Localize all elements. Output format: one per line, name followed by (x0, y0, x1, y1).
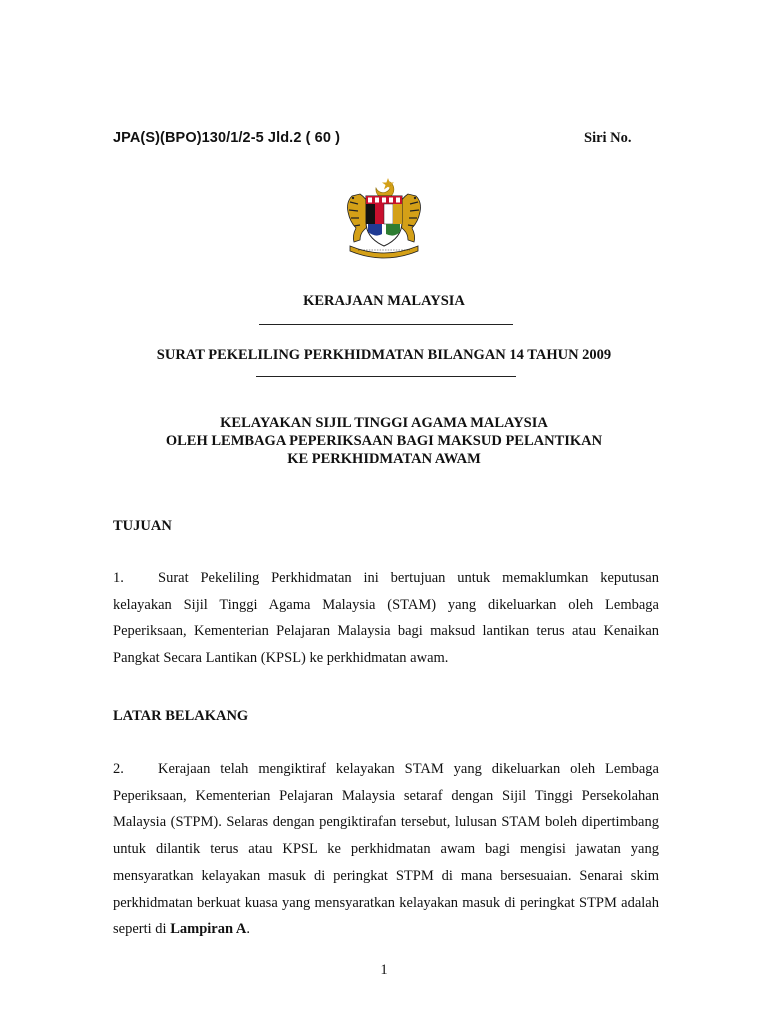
title-underline (259, 324, 513, 325)
paragraph-text: Surat Pekeliling Perkhidmatan ini bertujuan untuk memaklumkan keputusan kelayakan Sijil Tinggi Agama Malaysia (STAM) yang dikeluarkan oleh Lembaga Peperiksaan, Kementerian Pelajaran Malaysia bagi maksud lantikan terus atau Kenaikan Pangkat Secara Lantikan (KPSL) ke perkhidmatan awam. (113, 570, 659, 667)
paragraph-number: 1. (113, 570, 124, 586)
reference-number: JPA(S)(BPO)130/1/2-5 Jld.2 ( 60 ) (113, 130, 341, 146)
circular-title: SURAT PEKELILING PERKHIDMATAN BILANGAN 14 TAHUN 2009 (156, 347, 612, 363)
page-number: 1 (380, 962, 388, 978)
subject-line-3: KE PERKHIDMATAN AWAM (287, 451, 481, 467)
section-heading-tujuan: TUJUAN (113, 518, 172, 534)
paragraph-text-end: . (246, 921, 250, 938)
circular-underline (256, 376, 516, 377)
paragraph-2 (113, 756, 659, 943)
serial-number-label: Siri No. (584, 130, 632, 146)
section-heading-latar-belakang: LATAR BELAKANG (113, 708, 249, 724)
subject-line-2: OLEH LEMBAGA PEPERIKSAAN BAGI MAKSUD PELANTIKAN (165, 433, 603, 449)
malaysia-coat-of-arms-icon (338, 174, 430, 264)
attachment-reference: Lampiran A (170, 921, 247, 938)
subject-line-1: KELAYAKAN SIJIL TINGGI AGAMA MALAYSIA (220, 415, 548, 431)
paragraph-1 (113, 565, 659, 672)
paragraph-number: 2. (113, 761, 124, 777)
government-title: KERAJAAN MALAYSIA (303, 293, 465, 309)
paragraph-text: Kerajaan telah mengiktiraf kelayakan STAM yang dikeluarkan oleh Lembaga Peperiksaan, Kementerian Pelajaran Malaysia setaraf dengan Sijil Tinggi Persekolahan Malaysia (STPM). Selaras dengan pengiktirafan tersebut, lulusan STAM boleh dipertimbang untuk dilantik terus atau KPSL ke perkhidmatan awam bagi mengisi jawatan yang mensyaratkan kelayakan masuk di peringkat STPM di mana bersesuaian. Senarai skim perkhidmatan berkuat kuasa yang mensyaratkan kelayakan masuk di peringkat STPM adalah seperti di (113, 761, 659, 938)
